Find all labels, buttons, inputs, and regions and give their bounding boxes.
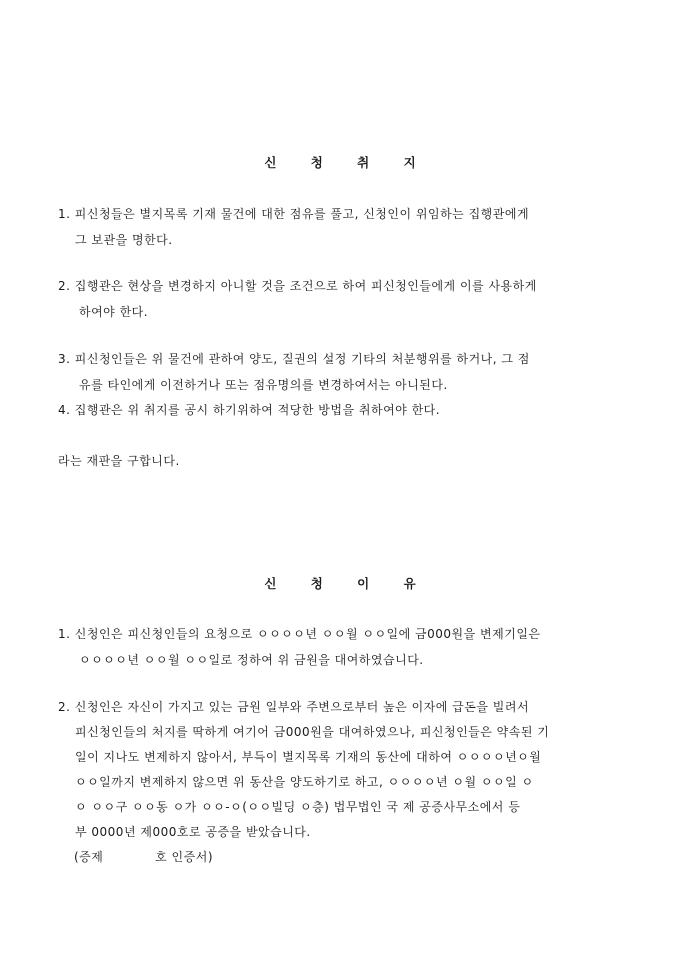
reason-item-1-line-2: ㅇㅇㅇㅇ년 ㅇㅇ월 ㅇㅇ일로 정하여 위 금원을 대여하였습니다.: [79, 653, 424, 667]
purpose-item-3-line-2: 유를 타인에게 이전하거나 또는 점유명의를 변경하여서는 아니된다.: [79, 378, 448, 392]
section-title-application-reason: 신 청 이 유: [264, 576, 416, 591]
purpose-item-2-line-2: 하여야 한다.: [79, 305, 149, 319]
certificate-note: (증제 호 인증서): [74, 850, 214, 864]
purpose-closing-text: 라는 재판을 구합니다.: [58, 454, 180, 468]
purpose-item-4-line-1: 4. 집행관은 위 취지를 공시 하기위하여 적당한 방법을 취하여야 한다.: [58, 403, 441, 417]
reason-item-2-line-5: ㅇ ㅇㅇ구 ㅇㅇ동 ㅇ가 ㅇㅇ-ㅇ(ㅇㅇ빌딩 ㅇ층) 법무법인 국 제 공증사무소에서 등: [75, 800, 521, 814]
reason-item-2-line-4: ㅇㅇ일까지 변제하지 않으면 위 동산을 양도하기로 하고, ㅇㅇㅇㅇ년 ㅇ월 ㅇㅇ일 ㅇ: [75, 775, 534, 789]
reason-item-2-line-1: 2. 신청인은 자신이 가지고 있는 금원 일부와 주변으로부터 높은 이자에 급돈을 빌려서: [58, 700, 530, 714]
purpose-item-3-line-1: 3. 피신청인들은 위 물건에 관하여 양도, 질권의 설정 기타의 처분행위를 하거나, 그 점: [58, 352, 530, 366]
reason-item-2-line-2: 피신청인들의 처지를 딱하게 여기어 금000원을 대여하였으나, 피신청인들은 약속된 기: [75, 725, 550, 739]
reason-item-2-line-3: 일이 지나도 변제하지 않아서, 부득이 별지목록 기재의 동산에 대하여 ㅇㅇㅇㅇ년ㅇ월: [75, 750, 542, 764]
reason-item-2-line-6: 부 0000년 제000호로 공증을 받았습니다.: [75, 825, 311, 839]
section-title-application-purpose: 신 청 취 지: [264, 155, 416, 170]
purpose-item-1-line-1: 1. 피신청들은 별지목록 기재 물건에 대한 점유를 풀고, 신청인이 위임하는 집행관에게: [58, 207, 530, 221]
purpose-item-1-line-2: 그 보관을 명한다.: [75, 233, 173, 247]
reason-item-1-line-1: 1. 신청인은 피신청인들의 요청으로 ㅇㅇㅇㅇ년 ㅇㅇ월 ㅇㅇ일에 금000원을 변제기일은: [58, 627, 541, 641]
purpose-item-2-line-1: 2. 집행관은 현상을 변경하지 아니할 것을 조건으로 하여 피신청인들에게 이를 사용하게: [58, 279, 537, 293]
